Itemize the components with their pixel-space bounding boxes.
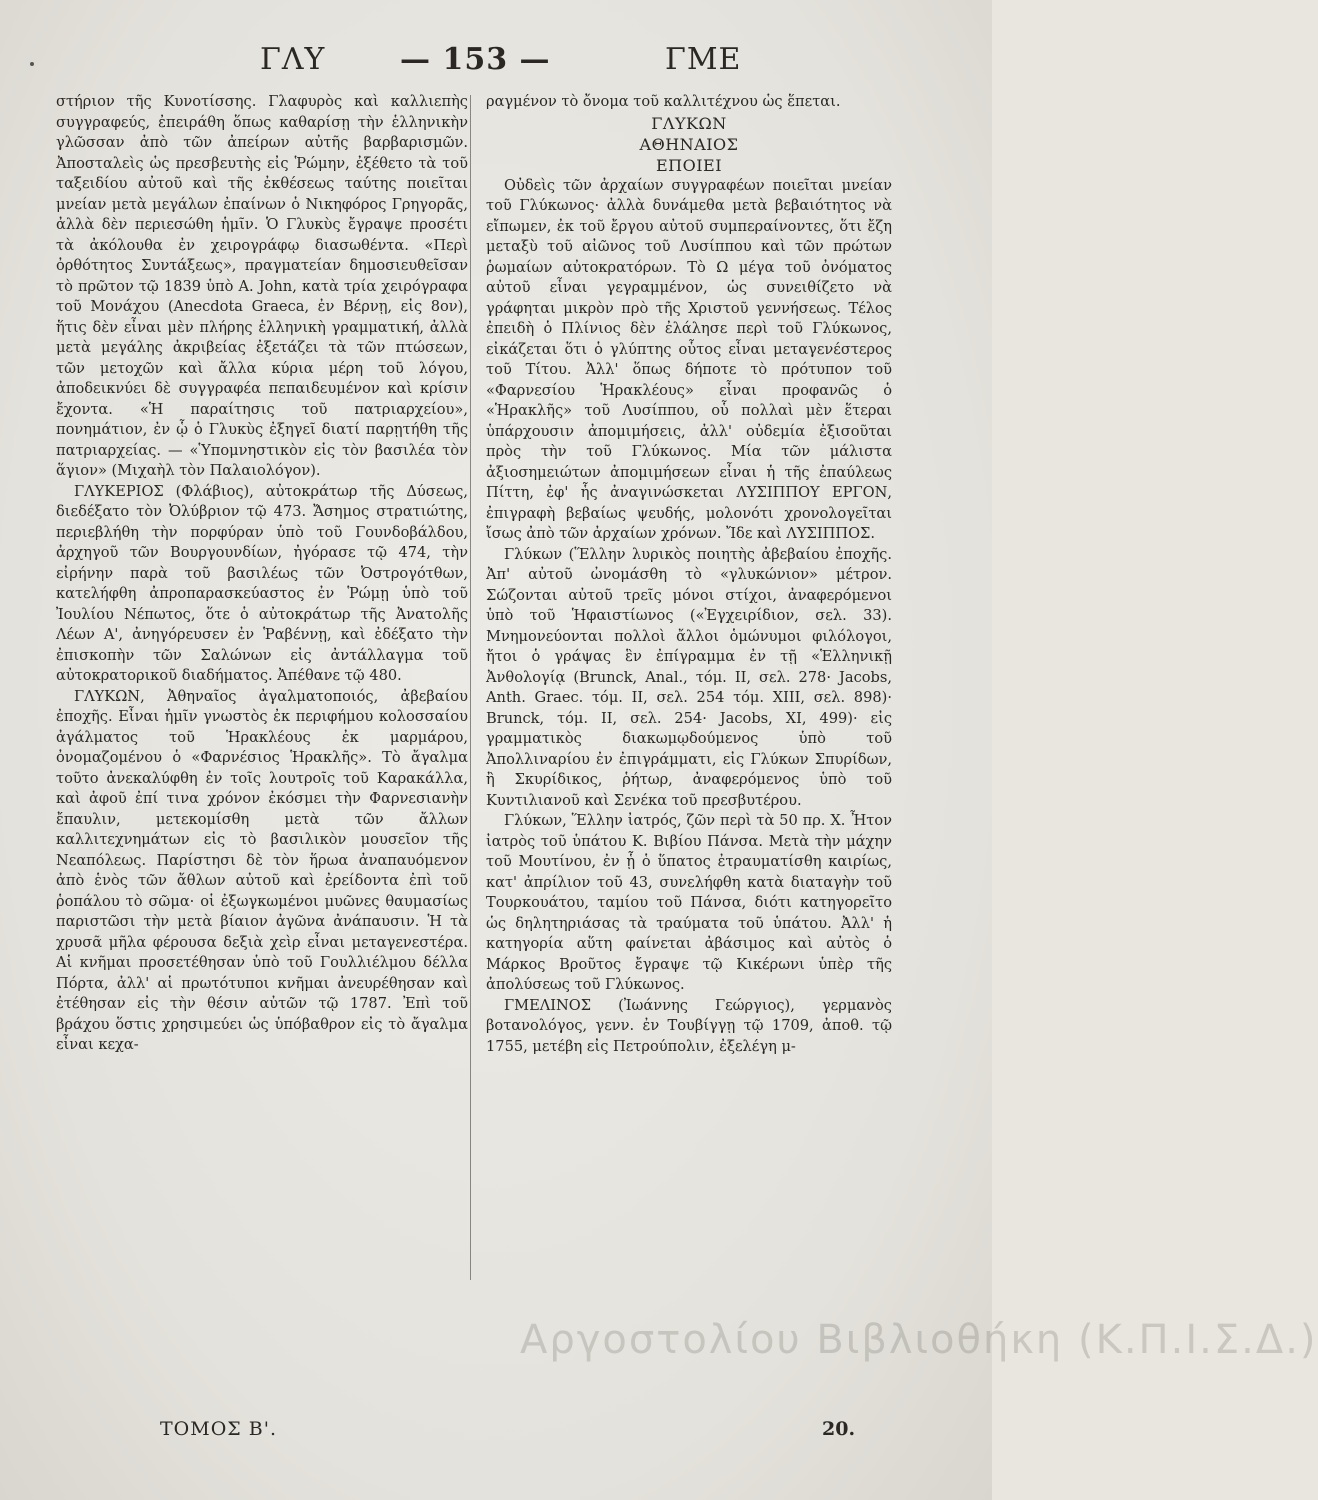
entry-paragraph: Γλύκων (Ἕλλην λυρικὸς ποιητὴς ἀβεβαίου ἐποχῆς. Ἀπ' αὐτοῦ ὠνομάσθη τὸ «γλυκώνιον» μέτρον. Σώζονται αὐτοῦ τρεῖς μόνοι στίχοι, ἀναφερόμενοι ὑπὸ τοῦ Ἡφαιστίωνος («Ἐγχειρίδιον, σελ. 33). Μνημονεύονται πολλοὶ ἄλλοι ὁμώνυμοι φιλόλογοι, ἤτοι ὁ γράψας ἓν ἐπίγραμμα ἐν τῇ «Ἑλληνικῇ Ἀνθολογίᾳ (Brunck, Anal., τόμ. II, σελ. 278· Jacobs, Anth. Graec. τόμ. II, σελ. 254 τόμ. XIII, σελ. 898)· Brunck, τόμ. II, σελ. 254· Jacobs, XI, 499)· εἰς γραμματικὸς διακωμῳδούμενος ὑπὸ τοῦ Ἀπολλιναρίου ἐν ἐπιγράμματι, εἰς Γλύκων Σπυρίδων, ἢ Σκυρίδικος, ῥήτωρ, ἀναφερόμενος ὑπὸ τοῦ Κυντιλιανοῦ καὶ Σενέκα τοῦ πρεσβυτέρου. — [486, 545, 892, 809]
right-column — [486, 92, 892, 1057]
header-right-guideword: ΓΜΕ — [665, 42, 742, 77]
inscription-line: ΑΘΗΝΑΙΟΣ — [639, 134, 739, 154]
library-watermark: Αργοστολίου Βιβλιοθήκη (Κ.Π.Ι.Σ.Δ.) — [520, 1317, 1318, 1363]
entry-paragraph: ραγμένον τὸ ὄνομα τοῦ καλλιτέχνου ὡς ἕπεται. — [486, 93, 841, 110]
volume-signature: ΤΟΜΟΣ Β'. — [160, 1418, 277, 1440]
left-column — [56, 92, 468, 1056]
column-divider — [470, 95, 471, 1280]
header-left-guideword: ΓΛΥ — [260, 42, 326, 77]
margin-mark — [30, 62, 34, 66]
inscription-line: ΓΛΥΚΩΝ — [651, 113, 727, 133]
entry-paragraph: ΓΛΥΚΩΝ, Ἀθηναῖος ἀγαλματοποιός, ἀβεβαίου ἐποχῆς. Εἶναι ἡμῖν γνωστὸς ἐκ περιφήμου κολοσσαίου ἀγάλματος τοῦ Ἡρακλέους ἐκ μαρμάρου, ὀνομαζομένου ὁ «Φαρνέσιος Ἡρακλῆς». Τὸ ἄγαλμα τοῦτο ἀνεκαλύφθη ἐν τοῖς λουτροῖς τοῦ Καρακάλλα, καὶ ἀφοῦ ἐπί τινα χρόνον ἐκόσμει τὴν Φαρνεσιανὴν ἔπαυλιν, μετεκομίσθη μετὰ τῶν ἄλλων καλλιτεχνημάτων εἰς τὸ βασιλικὸν μουσεῖον τῆς Νεαπόλεως. Παρίστησι δὲ τὸν ἥρωα ἀναπαυόμενον ἀπὸ ἑνὸς τῶν ἄθλων αὐτοῦ καὶ ἐρείδοντα ἐπὶ τοῦ ῥοπάλου τὸ σῶμα· οἱ ἐξωγκωμένοι μυῶνες θαυμασίως παριστῶσι τὴν μετὰ βίαιον ἀγῶνα ἀνάπαυσιν. Ἡ τὰ χρυσᾶ μῆλα φέρουσα δεξιὰ χεὶρ εἶναι μεταγενεστέρα. Αἱ κνῆμαι προσετέθησαν ὑπὸ τοῦ Γουλλιέλμου δέλλα Πόρτα, ἀλλ' αἱ πρωτότυποι κνῆμαι ἀνευρέθησαν καὶ ἐτέθησαν εἰς τὴν θέσιν αὐτῶν τῷ 1787. Ἐπὶ τοῦ βράχου ὅστις χρησιμεύει ὡς ὑπόβαθρον εἰς τὸ ἄγαλμα εἶναι κεχα- — [56, 687, 468, 1053]
entry-paragraph: Οὐδεὶς τῶν ἀρχαίων συγγραφέων ποιεῖται μνείαν τοῦ Γλύκωνος· ἀλλὰ δυνάμεθα μετὰ βεβαιότητος νὰ εἴπωμεν, ἐκ τοῦ ἔργου αὐτοῦ συμπεραίνοντες, ὅτι ἔζη μεταξὺ τοῦ αἰῶνος τοῦ Λυσίππου καὶ τῶν πρώτων ῥωμαίων αὐτοκρατόρων. Τὸ Ω μέγα τοῦ ὀνόματος αὐτοῦ εἶναι γεγραμμένον, ὡς συνειθίζετο νὰ γράφηται μικρὸν πρὸ τῆς Χριστοῦ γεννήσεως. Τέλος ἐπειδὴ ὁ Πλίνιος δὲν ἐλάλησε περὶ τοῦ Γλύκωνος, εἰκάζεται ὅτι ὁ γλύπτης οὗτος εἶναι μεταγενέστερος τοῦ Τίτου. Ἀλλ' ὅπως δήποτε τὸ πρότυπον τοῦ «Φαρνεσίου Ἡρακλέους» εἶναι προφανῶς ὁ «Ἡρακλῆς» τοῦ Λυσίππου, οὗ πολλαὶ μὲν ἕτεραι ὑπάρχουσιν ἀπομιμήσεις, ἀλλ' οὐδεμία ἐξισοῦται πρὸς τὴν τοῦ Γλύκωνος. Μία τῶν μάλιστα ἀξιοσημειώτων ἀπομιμήσεων εἶναι ἡ τῆς ἐπαύλεως Πίττη, ἐφ' ἧς ἀναγινώσκεται ΛΥΣΙΠΠΟΥ ΕΡΓΟΝ, ἐπιγραφὴ βεβαίως ψευδής, μολονότι χρονολογεῖται ἴσως ἀπὸ τῶν ἀρχαίων χρόνων. Ἴδε καὶ ΛΥΣΙΠΠΟΣ. — [486, 176, 892, 542]
entry-paragraph: Γλύκων, Ἕλλην ἰατρός, ζῶν περὶ τὰ 50 πρ. Χ. Ἦτον ἰατρὸς τοῦ ὑπάτου Κ. Βιβίου Πάνσα. Μετὰ τὴν μάχην τοῦ Μουτίνου, ἐν ᾗ ὁ ὕπατος ἐτραυματίσθη καιρίως, κατ' ἀπρίλιον τοῦ 43, συνελήφθη κατὰ διαταγὴν τοῦ Τουρκουάτου, ταμίου τοῦ Πάνσα, διότι κατηγορεῖτο ὡς δηλητηριάσας τὰ τραύματα τοῦ ὑπάτου. Ἀλλ' ἡ κατηγορία αὕτη φαίνεται ἀβάσιμος καὶ αὐτὸς ὁ Μάρκος Βροῦτος ἔγραψε τῷ Κικέρωνι ὑπὲρ τῆς ἀπολύσεως τοῦ Γλύκωνος. — [486, 812, 892, 993]
sheet-signature: 20. — [822, 1418, 856, 1440]
entry-paragraph: στήριον τῆς Κυνοτίσσης. Γλαφυρὸς καὶ καλλιεπὴς συγγραφεύς, ἐπειράθη ὅπως καθαρίσῃ τὴν ἑλληνικὴν γλῶσσαν ἀπὸ τῶν ἀπείρων αὐτῆς βαρβαρισμῶν. Ἀποσταλεὶς ὡς πρεσβευτὴς εἰς Ῥώμην, ἐξέθετο τὰ τοῦ ταξειδίου αὐτοῦ καὶ τῆς ἐκθέσεως ταύτης ποιεῖται μνείαν μετὰ μεγάλων ἐπαίνων ὁ Νικηφόρος Γρηγορᾶς, ἀλλὰ δὲν περιεσώθη ἡμῖν. Ὁ Γλυκὺς ἔγραψε προσέτι τὰ ἀκόλουθα ἐν χειρογράφῳ διασωθέντα. «Περὶ ὀρθότητος Συντάξεως», πραγματείαν δημοσιευθεῖσαν τὸ πρῶτον τῷ 1839 ὑπὸ Α. John, κατὰ τρία χειρόγραφα τοῦ Μονάχου (Anecdota Graeca, ἐν Βέρνῃ, εἰς 8ον), ἥτις δὲν εἶναι μὲν πλήρης ἑλληνικὴ γραμματική, ἀλλὰ μετὰ μεγάλης ἀκριβείας ἐξετάζει τὰ τῶν πτώσεων, τῶν μετοχῶν καὶ ἄλλα κύρια μέρη τοῦ λόγου, ἀποδεικνύει δὲ συγγραφέα πεπαιδευμένον καὶ κρίσιν ἔχοντα. «Ἡ παραίτησις τοῦ πατριαρχείου», πονημάτιον, ἐν ᾧ ὁ Γλυκὺς ἐξηγεῖ διατί παρῃτήθη τῆς πατριαρχείας. — «Ὑπομνηστικὸν εἰς τὸν βασιλέα τὸν ἅγιον» (Μιχαὴλ τὸν Παλαιολόγον). — [56, 93, 468, 479]
entry-paragraph: ΓΛΥΚΕΡΙΟΣ (Φλάβιος), αὐτοκράτωρ τῆς Δύσεως, διεδέξατο τὸν Ὀλύβριον τῷ 473. Ἄσημος στρατιώτης, περιεβλήθη τὴν πορφύραν ὑπὸ τοῦ Γουνδοβάλδου, ἀρχηγοῦ τῶν Βουργουνδίων, ἠγόρασε τῷ 474, τὴν εἰρήνην παρὰ τοῦ βασιλέως τῶν Ὀστρογότθων, κατελήφθη ἀπροπαρασκεύαστος ἐν Ῥώμῃ ὑπὸ τοῦ Ἰουλίου Νέπωτος, ὅτε ὁ αὐτοκράτωρ τῆς Ἀνατολῆς Λέων Α', ἀνηγόρευσεν ἐν Ῥαβέννῃ, καὶ ἐδέξατο τὴν ἐπισκοπὴν τῶν Σαλώνων εἰς ἀντάλλαγμα τοῦ αὐτοκρατορικοῦ διαδήματος. Ἀπέθανε τῷ 480. — [56, 482, 468, 684]
page-number: — 153 — — [400, 42, 551, 77]
inscription-line: ΕΠΟΙΕΙ — [655, 155, 723, 175]
entry-paragraph: ΓΜΕΛΙΝΟΣ (Ἰωάννης Γεώργιος), γερμανὸς βοτανολόγος, γενν. ἐν Τουβίγγῃ τῷ 1709, ἀποθ. τῷ 1755, μετέβη εἰς Πετρούπολιν, ἐξελέγη μ- — [486, 996, 892, 1055]
running-header — [70, 42, 902, 82]
